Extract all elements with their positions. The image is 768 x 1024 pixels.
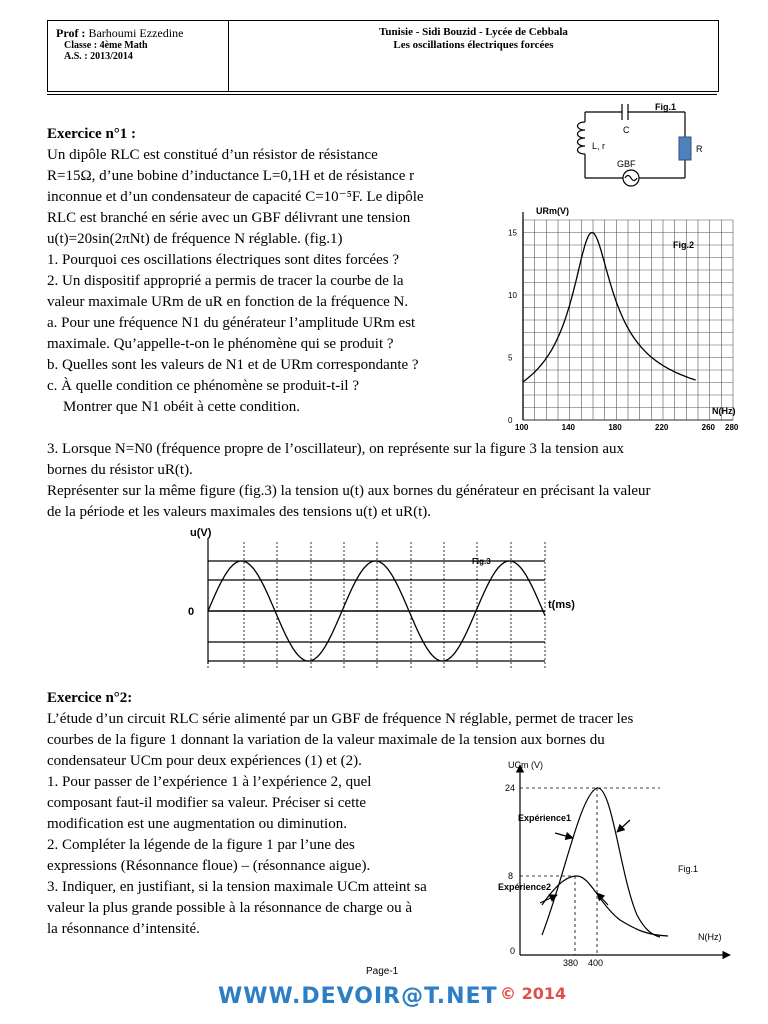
fig2-ytick: 10 — [508, 291, 517, 300]
ex1-line-1: Un dipôle RLC est constitué d’un résistor de résistance — [47, 147, 378, 163]
ex2-q3-line-2: valeur la plus grande possible à la résonnance de charge ou à — [47, 900, 412, 916]
circuit-diagram — [565, 100, 725, 190]
fig4-chart — [480, 755, 745, 970]
ex1-title: Exercice n°1 : — [47, 126, 137, 142]
fig4-exp1-label: Expérience1 — [518, 813, 572, 823]
fig3-chart — [180, 524, 600, 674]
ex2-line-2: courbes de la figure 1 donnant la variation de la valeur maximale de la tension aux bornes du — [47, 732, 605, 748]
ex2-q2-line-1: 2. Compléter la légende de la figure 1 par l’une des — [47, 837, 355, 853]
fig4-curve-exp1 — [542, 788, 660, 937]
ex1-q1: 1. Pourquoi ces oscillations électriques sont dites forcées ? — [47, 252, 399, 268]
fig4-y24: 24 — [505, 783, 516, 793]
site-watermark: WWW.DEVOIR@T.NET — [218, 984, 498, 1009]
ex1-q3-line-2: bornes du résistor uR(t). — [47, 462, 193, 478]
resistor-symbol — [679, 137, 691, 160]
fig4-y0: 0 — [510, 946, 516, 956]
fig4-label: Fig.1 — [678, 864, 699, 874]
fig2-chart — [498, 200, 748, 440]
fig2-ytick: 5 — [508, 353, 513, 363]
fig3-label: Fig.3 — [472, 557, 491, 566]
fig1-label: Fig.1 — [655, 102, 677, 112]
fig2-xtick: 100 — [515, 423, 529, 432]
fig3-zero: 0 — [188, 606, 195, 618]
ex2-q1-line-2: composant faut-il modifier sa valeur. Préciser si cette — [47, 795, 367, 811]
header-box — [47, 20, 719, 92]
as-value: 2013/2014 — [90, 51, 133, 62]
fig3-ylabel: u(V) — [190, 527, 212, 539]
copyright: © 2014 — [500, 984, 567, 1003]
fig4-ylabel: UCm (V) — [508, 760, 543, 770]
fig1-gbf-label: GBF — [617, 159, 636, 169]
ex1-q3-block — [47, 439, 721, 523]
fig1-c-label: C — [623, 125, 630, 135]
header-left — [56, 27, 224, 62]
ex1-q3-line-4: de la période et les valeurs maximales des tensions u(t) et uR(t). — [47, 504, 432, 520]
fig1-lr-label: L, r — [592, 141, 606, 151]
ex1-qc2: Montrer que N1 obéit à cette condition. — [63, 399, 301, 415]
ex1-line-4: RLC est branché en série avec un GBF délivrant une tension — [47, 210, 411, 226]
header-right — [229, 26, 718, 52]
fig2-xtick: 280 — [725, 423, 739, 432]
ex2-line-1: L’étude d’un circuit RLC série alimenté par un GBF de fréquence N réglable, permet de tracer les — [47, 711, 634, 727]
fig2-xtick: 260 — [701, 423, 716, 432]
fig2-label: Fig.2 — [673, 240, 695, 250]
ex1-qb: b. Quelles sont les valeurs de N1 et de URm correspondante ? — [47, 357, 419, 373]
header-rule — [47, 94, 717, 95]
ex2-q1-line-3: modification est une augmentation ou diminution. — [47, 816, 347, 832]
fig2-xtick: 180 — [608, 423, 622, 432]
ex1-block — [47, 124, 465, 418]
fig4-exp2-label: Expérience2 — [498, 882, 552, 892]
fig4-y8: 8 — [508, 871, 514, 881]
as-label: A.S. : — [64, 51, 88, 62]
school-name: Tunisie - Sidi Bouzid - Lycée de Cebbala — [379, 26, 568, 38]
ex1-q2-line-2: valeur maximale URm de uR en fonction de la fréquence N. — [47, 294, 409, 310]
ex2-q3-line-3: la résonnance d’intensité. — [47, 921, 200, 937]
ex2-title: Exercice n°2: — [47, 690, 133, 706]
ex2-q1-line-1: 1. Pour passer de l’expérience 1 à l’expérience 2, quel — [47, 774, 372, 790]
fig2-ylabel: URm(V) — [536, 206, 569, 216]
fig4-xlabel: N(Hz) — [698, 932, 722, 942]
ex1-line-3: inconnue et d’un condensateur de capacité C=10⁻⁵F. Le dipôle — [47, 189, 424, 205]
prof-label: Prof : — [56, 26, 86, 40]
classe-value: 4ème Math — [99, 40, 148, 51]
fig4-arrow-exp2-right — [597, 893, 608, 905]
ex1-qa-line-1: a. Pour une fréquence N1 du générateur l’amplitude URm est — [47, 315, 416, 331]
subject-title: Les oscillations électriques forcées — [393, 39, 554, 51]
classe-label: Classe : — [64, 40, 98, 51]
fig2-xtick: 220 — [655, 423, 669, 432]
ex2-q3-line-1: 3. Indiquer, en justifiant, si la tension maximale UCm atteint sa — [47, 879, 427, 895]
fig1-r-label: R — [696, 144, 703, 154]
ex2-line-3: condensateur UCm pour deux expériences (1) et (2). — [47, 753, 362, 769]
ex1-q3-line-1: 3. Lorsque N=N0 (fréquence propre de l’oscillateur), on représente sur la figure 3 la tension aux — [47, 441, 624, 457]
fig2-xlabel: N(Hz) — [712, 406, 736, 416]
page-number: Page-1 — [366, 966, 399, 977]
fig3-xlabel: t(ms) — [548, 599, 575, 611]
fig4-x380: 380 — [563, 958, 579, 968]
fig4-arrow-exp1-right — [617, 820, 630, 832]
ex1-qa-line-2: maximale. Qu’appelle-t-on le phénomène qui se produit ? — [47, 336, 394, 352]
ex1-qc: c. À quelle condition ce phénomène se produit-t-il ? — [47, 378, 359, 394]
ex2-questions-block — [47, 772, 465, 940]
ex1-q2-line-1: 2. Un dispositif approprié a permis de tracer la courbe de la — [47, 273, 404, 289]
ex2-q2-line-2: expressions (Résonnance floue) – (résonnance aigue). — [47, 858, 371, 874]
ex1-q3-line-3: Représenter sur la même figure (fig.3) la tension u(t) aux bornes du générateur en précisant la valeur — [47, 483, 651, 499]
fig2-ytick: 0 — [508, 416, 513, 425]
fig4-curve-exp2 — [542, 876, 668, 936]
fig4-x400: 400 — [588, 958, 604, 968]
ex1-line-5: u(t)=20sin(2πNt) de fréquence N réglable. (fig.1) — [47, 231, 343, 247]
ex1-line-2: R=15Ω, d’une bobine d’inductance L=0,1H et de résistance r — [47, 168, 415, 184]
fig2-ytick: 15 — [508, 228, 517, 238]
prof-name: Barhoumi Ezzedine — [88, 26, 184, 40]
fig4-arrow-exp1 — [555, 833, 573, 838]
fig2-xtick: 140 — [561, 423, 576, 432]
